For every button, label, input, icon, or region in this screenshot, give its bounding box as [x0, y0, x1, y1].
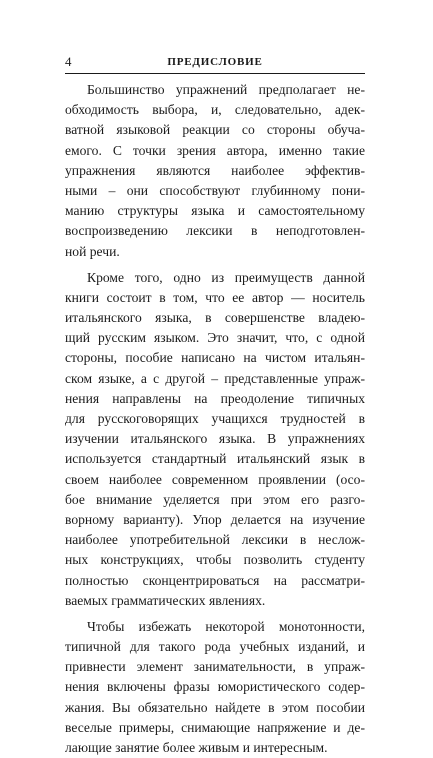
text-line: используется стандартный итальянский язык в — [65, 451, 365, 467]
book-page — [65, 54, 365, 758]
text-line: воспроизведению лексики в неподготовлен- — [65, 223, 365, 239]
text-line: нения направлены на преодоление типичных — [65, 390, 365, 406]
text-line: ворному варианту). Упор делается на изучение — [65, 511, 365, 527]
text-line: полностью сконцентрироваться на рассматри- — [65, 572, 365, 588]
running-header — [65, 54, 365, 70]
text-line: бое внимание уделяется при этом его разго- — [65, 491, 365, 507]
text-line: Кроме того, одно из преимуществ данной — [87, 269, 365, 285]
body-text — [65, 80, 365, 758]
text-line: Чтобы избежать некоторой монотонности, — [87, 618, 365, 634]
text-line: манию структуры языка и самостоятельному — [65, 203, 365, 219]
text-line: для русскоговорящих учащихся трудностей в — [65, 411, 365, 426]
paragraph — [65, 80, 365, 262]
text-line: ском языке, а с другой – представленные упраж- — [65, 370, 365, 386]
text-line: лающие занятие более живым и интересным. — [65, 740, 328, 755]
text-line: обходимость выбора, и, следовательно, адек- — [65, 102, 365, 118]
text-line: нения включены фразы юмористического содер- — [65, 679, 365, 695]
text-line: стороны, пособие написано на чистом итальян- — [65, 350, 365, 366]
text-line: ваемых грамматических явлениях. — [65, 592, 266, 608]
text-line: Большинство упражнений предполагает не- — [87, 82, 365, 97]
text-line: щий русским языком. Это значит, что, с одной — [65, 330, 365, 346]
text-line: наиболее употребительной лексики в неслож- — [65, 532, 365, 548]
text-line: упражнения являются наиболее эффектив- — [65, 162, 365, 178]
running-header-title: ПРЕДИСЛОВИЕ — [167, 56, 263, 68]
page-number: 4 — [65, 54, 72, 69]
text-line: ватной языковой реакции со стороны обуча- — [65, 122, 365, 138]
paragraph — [65, 617, 365, 758]
text-line: своем наиболее современном проявлении (осо- — [65, 471, 365, 487]
text-line: привнести элемент занимательности, в упраж- — [65, 659, 365, 675]
header-rule — [65, 73, 365, 74]
text-line: изучении итальянского языка. В упражнениях — [65, 431, 365, 447]
text-line: емого. С точки зрения автора, именно такие — [65, 142, 365, 158]
text-line: ных конструкциях, чтобы позволить студенту — [65, 552, 365, 568]
paragraph — [65, 268, 365, 611]
text-line: типичной для такого рода учебных изданий, и — [65, 639, 365, 655]
text-line: жания. Вы обязательно найдете в этом пособии — [65, 699, 365, 715]
text-line: ной речи. — [65, 243, 120, 259]
text-line: веселые примеры, снимающие напряжение и де- — [65, 719, 365, 735]
text-line: ными – они способствуют глубинному пони- — [65, 182, 365, 198]
text-line: книги состоит в том, что ее автор — носитель — [65, 289, 365, 305]
text-line: итальянского языка, в совершенстве владею- — [65, 310, 365, 326]
